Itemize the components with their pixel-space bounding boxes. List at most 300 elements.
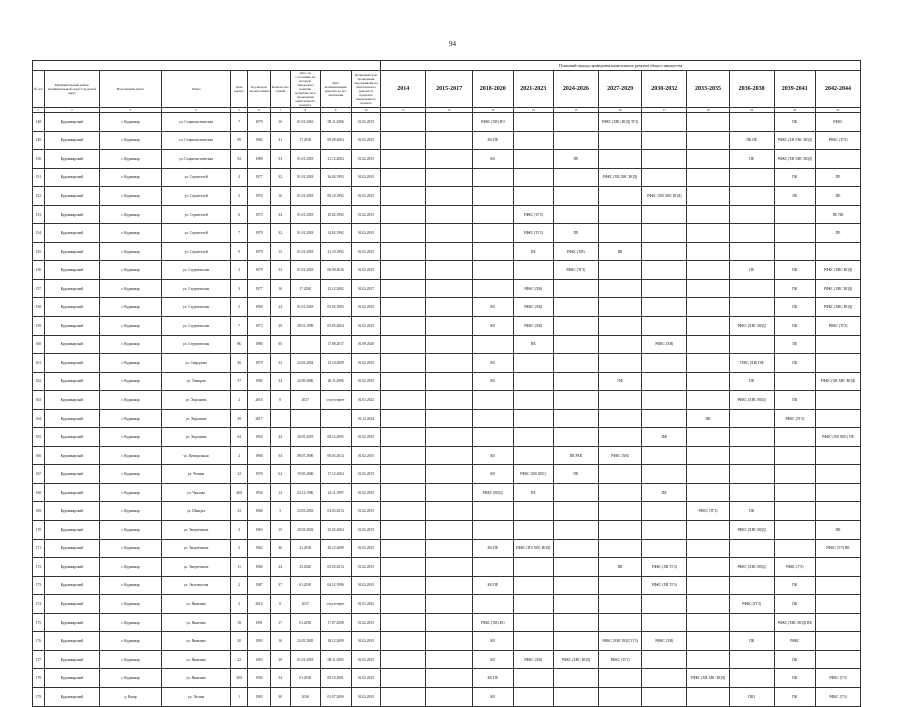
table-cell: 1976 [248,465,270,484]
table-cell: 162 [33,372,45,391]
table-cell: ПЕ ПК [816,205,861,224]
column-header: Количество этажей [270,71,290,108]
table-cell [816,391,861,410]
table-cell [554,669,599,688]
table-row [33,669,861,688]
table-cell [513,502,553,521]
table-cell: РФКС (ХВ ХВС) ПЕ [816,428,861,447]
table-cell: 08.07.2006 [290,446,320,465]
table-cell: 9Б [231,335,248,354]
table-cell [554,317,599,336]
table-cell: 2017 [248,409,270,428]
table-cell: 14.02.1992 [320,224,351,243]
table-cell: РФКС (ХВ) [513,279,553,298]
table-cell: ул. Яковлева [161,669,230,688]
table-cell [426,205,473,224]
table-cell [381,502,426,521]
table-cell: 01.02.2015 [351,317,381,336]
table-cell [687,150,730,169]
table-cell [598,298,642,317]
table-cell: 1966 [248,502,270,521]
table-cell: РФКС (ТЭ) [774,558,816,577]
table-cell: 11 [231,558,248,577]
table-cell: 157 [33,279,45,298]
table-cell: Кудымкарский [44,632,99,651]
table-cell [642,446,687,465]
table-cell: 26.04.1993 [320,168,351,187]
table-cell: РФКС (ХВ ХВС) [513,465,553,484]
table-cell: Кудымкарский [44,650,99,669]
table-cell: 37 [231,372,248,391]
table-cell: 2016 [248,595,270,614]
year-header: 2014 [381,71,426,108]
table-cell: 01.02.2015 [351,224,381,243]
table-cell [642,650,687,669]
table-cell [642,502,687,521]
table-cell [426,465,473,484]
table-cell: 17.2020 [290,279,320,298]
table-cell [729,539,774,558]
column-number: 21 [816,108,861,113]
table-cell [598,502,642,521]
table-cell: г. Кудымкар [100,613,162,632]
table-cell: ул. Строителей [161,187,230,206]
table-cell [687,465,730,484]
table-cell: ул. Чкалова [161,483,230,502]
table-cell [426,595,473,614]
table-cell: 1969 [248,298,270,317]
table-cell: РФКС (ТГЗ) [513,205,553,224]
table-cell [729,613,774,632]
table-cell: 28.01.1998 [290,317,320,336]
table-cell: 90 [231,131,248,150]
table-cell [598,131,642,150]
table-cell [513,428,553,447]
table-cell: 172 [33,558,45,577]
table-cell: ул. Строителей [161,205,230,224]
capital-repair-table [32,60,861,707]
table-cell: ул. Энергетиков [161,558,230,577]
table-cell: 18 [231,613,248,632]
table-cell [598,465,642,484]
table-cell: 01.2018 [290,576,320,595]
table-cell [554,298,599,317]
table-cell: г. Кудымкар [100,576,162,595]
table-cell [426,446,473,465]
table-cell: РФКС (ТГЗ) [513,224,553,243]
table-cell [687,298,730,317]
table-cell [381,372,426,391]
table-cell: 179 [33,687,45,706]
table-cell [687,632,730,651]
table-cell [473,428,513,447]
table-cell: Кудымкарский [44,187,99,206]
table-cell: 1984 [248,558,270,577]
table-cell: РФКС (ХВ) НЭ [473,113,513,132]
table-cell [816,650,861,669]
table-cell: 01.01.2018 [290,298,320,317]
table-cell [381,335,426,354]
table-cell [513,150,553,169]
table-cell: 32 [270,224,290,243]
table-cell [816,465,861,484]
table-cell: 01.01.2018 [290,168,320,187]
table-cell: Кудымкарский [44,521,99,540]
table-cell: 1979 [248,354,270,373]
column-number: 20 [774,108,816,113]
table-cell: г. Кудымкар [100,650,162,669]
table-cell: 62 [270,465,290,484]
table-cell: РФКС (ХВС ВОД) ТГЗ) [598,113,642,132]
table-cell: РФКС (ХВ) [642,335,687,354]
column-number: 5 [231,108,248,113]
table-cell: ПК [774,261,816,280]
column-number: 4 [161,108,230,113]
table-row [33,224,861,243]
table-cell: 1982 [248,131,270,150]
table-cell: 01.02.2017 [351,279,381,298]
table-cell: 17.07.2008 [320,613,351,632]
table-cell [687,558,730,577]
table-cell [554,687,599,706]
table-cell: 01.01.2018 [290,224,320,243]
table-cell: ПК РЕК [554,446,599,465]
table-cell: ул. Центральная [161,446,230,465]
table-cell [426,279,473,298]
table-row [33,298,861,317]
table-row [33,131,861,150]
table-cell [290,409,320,428]
table-cell [642,669,687,688]
table-cell: г. Кудымкар [100,558,162,577]
table-cell: г. Кудымкар [100,465,162,484]
table-cell: 170 [33,521,45,540]
table-cell: 36 [231,354,248,373]
table-cell [642,205,687,224]
table-cell: г. Кудымкар [100,242,162,261]
header-group-row [33,61,861,71]
table-cell: КО ПЕ [473,576,513,595]
table-cell: 1983 [248,687,270,706]
table-row [33,409,861,428]
table-cell [598,150,642,169]
table-cell [774,483,816,502]
table-cell: 01.01.2018 [290,242,320,261]
table-cell [774,372,816,391]
column-header: Год ввода в эксплуатацию [248,71,270,108]
table-cell: 01.02.2015 [351,187,381,206]
table-cell: 20.03.2002 [290,521,320,540]
table-cell: 1989 [248,150,270,169]
header-left-spacer [33,61,381,71]
table-cell [687,187,730,206]
table-cell: 64 [231,428,248,447]
table-cell [774,539,816,558]
table-cell [598,613,642,632]
table-cell: Кудымкарский [44,409,99,428]
table-cell [816,150,861,169]
table-cell [642,298,687,317]
table-cell [513,354,553,373]
table-cell [642,521,687,540]
table-cell: 01.2018 [290,613,320,632]
table-cell [687,205,730,224]
table-cell: г. Кудымкар [100,261,162,280]
table-cell [513,168,553,187]
table-cell: ПК [774,317,816,336]
table-cell [554,502,599,521]
table-cell [381,187,426,206]
table-cell [381,354,426,373]
table-cell: Кудымкарский [44,576,99,595]
table-cell: 20.12.2009 [320,539,351,558]
table-row [33,187,861,206]
table-cell [816,335,861,354]
table-cell: г. Кудымкар [100,595,162,614]
table-row [33,595,861,614]
table-cell: 16 [270,113,290,132]
table-cell: 32 [231,465,248,484]
table-cell: 7 [231,113,248,132]
table-cell: 0 [270,595,290,614]
table-cell: Кудымкарский [44,483,99,502]
table-cell: 17 [270,613,290,632]
table-cell [381,650,426,669]
table-cell [774,242,816,261]
table-row [33,521,861,540]
table-cell: РФКС (ХВС ВОД) ПК [774,613,816,632]
column-number: 18 [687,108,730,113]
table-row [33,650,861,669]
table-cell [381,595,426,614]
table-cell [598,354,642,373]
table-cell [554,187,599,206]
table-cell [473,391,513,410]
table-cell: 154 [33,224,45,243]
table-cell: ПК [774,595,816,614]
table-cell: г. Кудымкар [100,298,162,317]
table-cell: 01.02.2015 [351,261,381,280]
table-cell: 01.01.2022 [351,391,381,410]
table-cell: 169 [33,502,45,521]
table-cell: ул. Социалистическая [161,113,230,132]
table-cell: 32 [270,354,290,373]
table-cell: РФКС (ХВ) [513,298,553,317]
table-cell: РФКС (ХВС ВОД) [816,298,861,317]
table-cell: РФКС (ХВ) [642,632,687,651]
table-cell: ПФ [598,372,642,391]
table-cell: 01.02.2015 [351,428,381,447]
table-cell: 01.02.2015 [351,539,381,558]
table-cell [642,465,687,484]
table-cell: 2 [231,261,248,280]
column-number: 9 [320,108,351,113]
table-cell [729,465,774,484]
table-cell: г. Кудымкар [100,205,162,224]
table-cell [816,446,861,465]
table-cell: ПФ [642,428,687,447]
table-cell: ПК [774,298,816,317]
table-cell: 01.01.2022 [351,595,381,614]
table-cell: Кудымкарский [44,279,99,298]
table-cell: 2 [231,391,248,410]
table-cell [729,205,774,224]
table-cell: 42 [270,428,290,447]
table-cell [381,113,426,132]
table-cell: ПК [774,279,816,298]
table-cell: КО ПЕ [473,669,513,688]
table-cell: 16 [270,279,290,298]
table-cell [642,279,687,298]
table-cell [598,428,642,447]
table-cell [426,687,473,706]
table-cell: ПК [774,669,816,688]
table-cell: 1973 [248,317,270,336]
table-cell: Кудымкарский [44,558,99,577]
table-cell: 1968 [248,446,270,465]
table-cell [687,131,730,150]
table-cell: 01.02.2015 [351,298,381,317]
table-cell: ул. Яковлева [161,650,230,669]
table-cell: 177 [33,650,45,669]
table-cell [513,613,553,632]
table-cell: РФКС [816,113,861,132]
table-cell: 23.03.2004 [290,354,320,373]
table-cell: 25.02.2004 [320,521,351,540]
table-cell [290,335,320,354]
table-cell: г. Кудымкар [100,131,162,150]
table-cell: 05.02.1993 [320,298,351,317]
table-cell: 16 [270,187,290,206]
table-cell: 168 [33,483,45,502]
table-cell [426,335,473,354]
table-cell [426,131,473,150]
table-cell: Кудымкарский [44,502,99,521]
table-cell: ул. Свердлова [161,354,230,373]
table-cell [642,168,687,187]
table-cell [473,521,513,540]
table-cell: 173 [33,576,45,595]
table-cell: 01.02.2015 [351,150,381,169]
year-header: 2024-2026 [554,71,599,108]
table-cell: ул. Лесная [161,687,230,706]
table-cell: 23.12.1996 [290,483,320,502]
table-cell: г. Кудымкар [100,409,162,428]
table-cell: 09.10.2001 [320,669,351,688]
table-cell: г. Кудымкар [100,224,162,243]
table-cell: РФКС (ХВ ХВС ВОД) [598,168,642,187]
table-cell [554,595,599,614]
table-cell: РФКС (ТЭ) [816,687,861,706]
column-header: Дом/корпус [231,71,248,108]
table-cell [554,428,599,447]
table-cell [642,150,687,169]
table-cell [729,446,774,465]
table-cell: 1956 [248,483,270,502]
column-number: 10 [351,108,381,113]
table-row [33,539,861,558]
table-cell [598,669,642,688]
table-cell [426,391,473,410]
table-cell: ПК [729,502,774,521]
table-cell: Кудымкарский [44,465,99,484]
table-cell: ПЕ [513,242,553,261]
year-header: 2015-2017 [426,71,473,108]
table-row [33,465,861,484]
table-cell: 1977 [248,168,270,187]
column-number: 6 [248,108,270,113]
table-cell [729,168,774,187]
table-cell [729,428,774,447]
table-cell: г. Кудымкар [100,372,162,391]
table-body [33,113,861,707]
table-cell: 6 [231,205,248,224]
year-header: 2018-2020 [473,71,513,108]
table-cell: г. Кудымкар [100,428,162,447]
year-header: 2033-2035 [687,71,730,108]
table-cell [598,483,642,502]
table-cell [774,521,816,540]
table-cell: г. Кудымкар [100,391,162,410]
table-cell: Кудымкарский [44,428,99,447]
table-cell [426,372,473,391]
table-cell [598,595,642,614]
table-cell: 164 [33,409,45,428]
table-cell: 01.02.2015 [351,558,381,577]
table-cell: 1979 [248,224,270,243]
table-cell [513,409,553,428]
table-cell: КО [473,372,513,391]
table-cell: 1980 [248,335,270,354]
table-cell: ПЕ [816,224,861,243]
table-cell [642,613,687,632]
table-cell [687,242,730,261]
page-number: 94 [449,40,456,48]
table-cell: 174 [33,595,45,614]
column-header: Дата возникновения ремонта до его окончания [320,71,351,108]
table-row [33,687,861,706]
table-cell: ул. Студенческая [161,279,230,298]
table-cell: 2 [231,576,248,595]
table-cell: ул. Хорошева [161,409,230,428]
table-cell: 01.07.2000 [320,687,351,706]
table-cell: Кудымкарский [44,317,99,336]
table-cell: ПК [687,409,730,428]
table-cell: 153 [33,205,45,224]
table-cell [513,576,553,595]
table-cell [473,187,513,206]
table-cell [426,428,473,447]
table-cell: 01.01.2018 [290,187,320,206]
table-cell [774,224,816,243]
table-cell: 01.02.2015 [351,632,381,651]
table-cell: 01.02.2015 [351,521,381,540]
table-cell: Кудымкарский [44,595,99,614]
table-cell: отсутствует [320,595,351,614]
table-cell: ПК [554,465,599,484]
column-number: 13 [473,108,513,113]
table-cell: 17.2018 [290,131,320,150]
table-cell [642,391,687,410]
table-cell: РФКС (ХВС ВОД) [816,279,861,298]
table-cell [598,521,642,540]
table-row [33,632,861,651]
table-cell [381,687,426,706]
table-cell: 01.02.2015 [351,242,381,261]
table-cell [816,576,861,595]
table-cell: Кудымкарский [44,298,99,317]
table-cell: 21.10.1992 [320,242,351,261]
